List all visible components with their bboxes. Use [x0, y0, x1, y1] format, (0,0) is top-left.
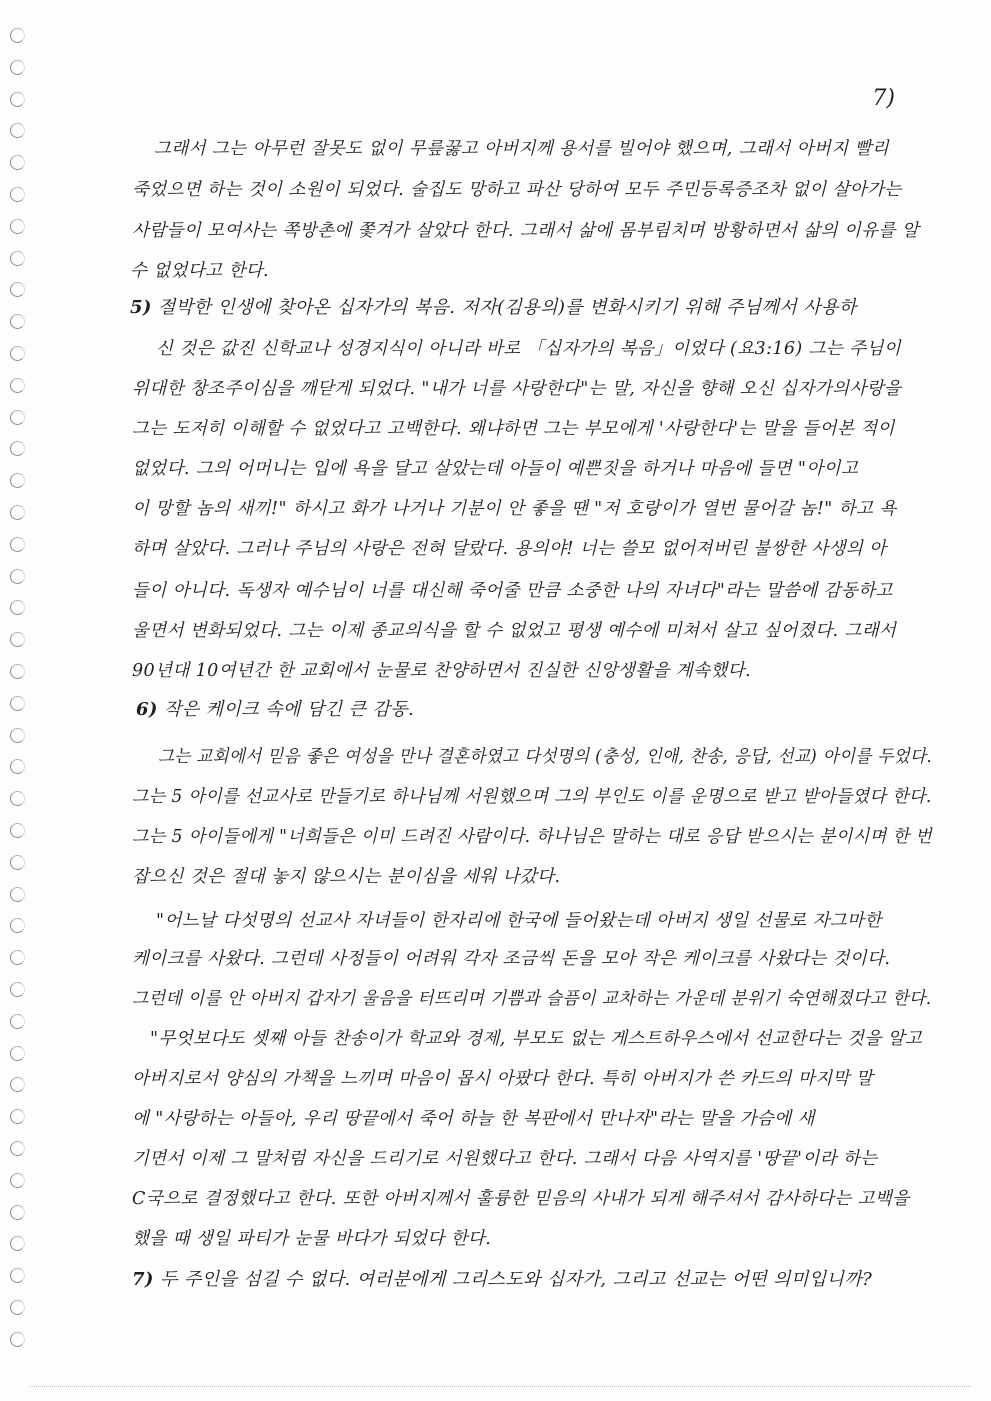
binder-hole-icon [10, 632, 25, 647]
text-line: 없었다. 그의 어머니는 입에 욕을 달고 살았는데 아들이 예쁜짓을 하거나 마음에 들면 "아이고 [132, 459, 859, 479]
text-line: 그는 교회에서 믿음 좋은 여성을 만나 결혼하였고 다섯명의 (충성, 인애, 찬송, 응답, 선교) 아이를 두었다. [158, 747, 933, 767]
binder-hole-icon [10, 1332, 25, 1347]
text-line: 그는 5 아이를 선교사로 만들기로 하나님께 서원했으며 그의 부인도 이를 운명으로 받고 받아들였다 한다. [132, 787, 932, 807]
text-line: 그래서 그는 아무런 잘못도 없이 무릎꿇고 아버지께 용서를 빌어야 했으며, 그래서 아버지 빨리 [154, 139, 890, 159]
text-line: 이 망할 놈의 새끼!" 하시고 화가 나거나 기분이 안 좋을 땐 "저 호랑이가 열번 물어갈 놈!" 하고 욕 [132, 499, 897, 519]
binder-hole-icon [10, 1236, 25, 1251]
text-line: 수 없었다고 한다. [130, 261, 270, 281]
binder-hole-icon [10, 664, 25, 679]
text-line: 사람들이 모여사는 쪽방촌에 쫓겨가 살았다 한다. 그래서 삶에 몸부림치며 방황하면서 삶의 이유를 알 [132, 221, 920, 241]
binder-hole-icon [10, 123, 25, 138]
text-line: 하며 살았다. 그러나 주님의 사랑은 전혀 달랐다. 용의야! 너는 쓸모 없어져버린 불쌍한 사생의 아 [132, 539, 887, 559]
section-heading: 7) 두 주인을 섬길 수 없다. 여러분에게 그리스도와 십자가, 그리고 선교는 어떤 의미입니까? [132, 1269, 873, 1290]
binder-hole-icon [10, 728, 25, 743]
binder-hole-icon [10, 791, 25, 806]
binder-hole-icon [10, 505, 25, 520]
binder-hole-icon [10, 918, 25, 933]
text-line: 신 것은 값진 신학교나 성경지식이 아니라 바로 「십자가의 복음」이었다 (요3:16) 그는 주님이 [156, 339, 902, 359]
binder-hole-icon [10, 537, 25, 552]
binder-hole-icon [10, 378, 25, 393]
binder-hole-icon [10, 1205, 25, 1220]
binder-hole-icon [10, 950, 25, 965]
text-line: "어느날 다섯명의 선교사 자녀들이 한자리에 한국에 들어왔는데 아버지 생일 선물로 자그마한 [156, 911, 882, 931]
binder-hole-icon [10, 346, 25, 361]
text-line: "무엇보다도 셋째 아들 찬송이가 학교와 경제, 부모도 없는 게스트하우스에서 선교한다는 것을 알고 [150, 1029, 923, 1049]
binder-hole-icon [10, 1014, 25, 1029]
binder-hole-icon [10, 759, 25, 774]
binder-hole-icon [10, 1141, 25, 1156]
binder-hole-icon [10, 92, 25, 107]
text-line: 했을 때 생일 파티가 눈물 바다가 되었다 한다. [132, 1229, 492, 1249]
text-line: 잡으신 것은 절대 놓지 않으시는 분이심을 세워 나갔다. [132, 867, 561, 887]
binder-hole-icon [10, 60, 25, 75]
binder-hole-icon [10, 473, 25, 488]
binder-hole-icon [10, 219, 25, 234]
binder-hole-icon [10, 982, 25, 997]
binder-hole-icon [10, 569, 25, 584]
page-number: 7) [872, 86, 895, 111]
binder-hole-icon [10, 251, 25, 266]
binder-hole-icon [10, 441, 25, 456]
page-bottom-edge [30, 1386, 971, 1387]
text-line: 울면서 변화되었다. 그는 이제 종교의식을 할 수 없었고 평생 예수에 미쳐서 살고 싶어졌다. 그래서 [132, 621, 897, 641]
binder-hole-icon [10, 823, 25, 838]
binder-hole-icon [10, 314, 25, 329]
binder-hole-icon [10, 187, 25, 202]
text-line: 기면서 이제 그 말처럼 자신을 드리기로 서원했다고 한다. 그래서 다음 사역지를 '땅끝'이라 하는 [132, 1149, 878, 1169]
text-line: 죽었으면 하는 것이 소원이 되었다. 술집도 망하고 파산 당하여 모두 주민등록증조차 없이 살아가는 [132, 180, 902, 200]
binder-hole-icon [10, 855, 25, 870]
binder-hole-icon [10, 1173, 25, 1188]
text-line: 에 "사랑하는 아들아, 우리 땅끝에서 죽어 하늘 한 복판에서 만나자"라는 말을 가슴에 새 [132, 1109, 815, 1129]
binder-hole-icon [10, 1300, 25, 1315]
binder-hole-icon [10, 1046, 25, 1061]
text-line: 위대한 창조주이심을 깨닫게 되었다. "내가 너를 사랑한다"는 말, 자신을 향해 오신 십자가의사랑을 [132, 379, 902, 399]
section-heading: 6) 작은 케이크 속에 담긴 큰 감동. [136, 699, 415, 720]
binder-hole-icon [10, 28, 25, 43]
text-line: 케이크를 사왔다. 그런데 사정들이 어려워 각자 조금씩 돈을 모아 작은 케이크를 사왔다는 것이다. [132, 949, 891, 969]
text-line: C국으로 결정했다고 한다. 또한 아버지께서 훌륭한 믿음의 사내가 되게 해주셔서 감사하다는 고백을 [132, 1189, 910, 1209]
binder-hole-icon [10, 696, 25, 711]
text-line: 아버지로서 양심의 가책을 느끼며 마음이 몹시 아팠다 한다. 특히 아버지가 쓴 카드의 마지막 말 [132, 1069, 874, 1089]
binder-hole-icon [10, 410, 25, 425]
binder-hole-icon [10, 1109, 25, 1124]
text-line: 그는 도저히 이해할 수 없었다고 고백한다. 왜냐하면 그는 부모에게 '사랑한다'는 말을 들어본 적이 [132, 419, 895, 439]
binder-hole-icon [10, 887, 25, 902]
binder-hole-icon [10, 1268, 25, 1283]
text-line: 90년대 10여년간 한 교회에서 눈물로 찬양하면서 진실한 신앙생활을 계속했다. [132, 661, 751, 681]
binder-holes [10, 28, 34, 1368]
text-line: 그런데 이를 안 아버지 갑자기 울음을 터뜨리며 기쁨과 슬픔이 교차하는 가운데 분위기 숙연해졌다고 한다. [132, 989, 932, 1009]
section-heading: 5) 절박한 인생에 찾아온 십자가의 복음. 저자(김용의)를 변화시키기 위해 주님께서 사용하 [130, 297, 857, 318]
binder-hole-icon [10, 1077, 25, 1092]
binder-hole-icon [10, 282, 25, 297]
text-line: 들이 아니다. 독생자 예수님이 너를 대신해 죽어줄 만큼 소중한 나의 자녀다"라는 말씀에 감동하고 [132, 581, 893, 601]
binder-hole-icon [10, 600, 25, 615]
binder-hole-icon [10, 155, 25, 170]
text-line: 그는 5 아이들에게 "너희들은 이미 드려진 사람이다. 하나님은 말하는 대로 응답 받으시는 분이시며 한 번 [132, 827, 933, 847]
